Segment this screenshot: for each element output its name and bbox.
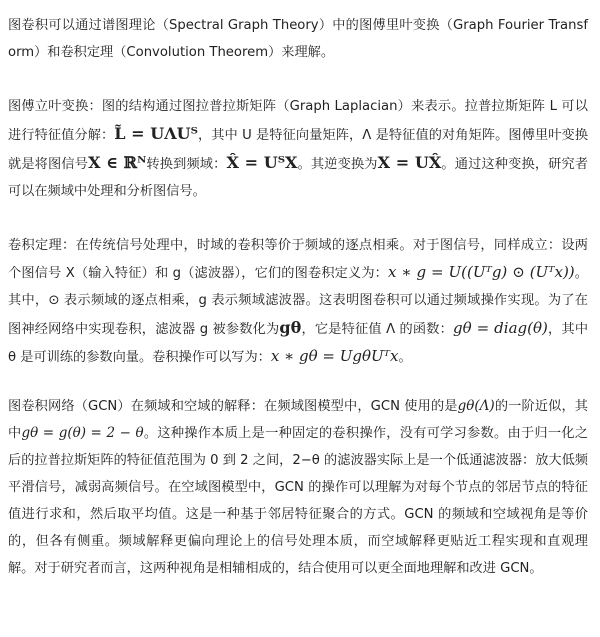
first-order-approx-formula: gθ = g(θ) = 2 − θ — [21, 425, 144, 441]
filter-diag-formula: gθ = diag(θ) — [453, 319, 548, 337]
forward-transform-formula: X̂ = UᵀX — [226, 153, 298, 172]
convolution-text-1: 卷积定理：在传统信号处理中，时域的卷积等价于频域的逐点相乘。对于图信号，同样成立：设两个图信号 X（输入特征）和 g（滤波器），它们的图卷积定义为： — [8, 238, 588, 281]
convolution-text-4: ，其中 θ 是可训练的参数向量。卷积操作可以写为： — [8, 322, 589, 365]
graph-convolution-formula: x ∗ g = U((Uᵀg) ⊙ (Uᵀx)) — [388, 263, 575, 281]
paragraph-spacer — [8, 205, 588, 232]
convolution-text-5: 。 — [398, 350, 412, 365]
gcn-text-3: 。这种操作本质上是一种固定的卷积操作，没有可学习参数。由于归一化之后的拉普拉斯矩阵的特征值范围为 0 到 2 之间，2−θ 的滤波器实际上是一个低通滤波器：放大低频平滑信号，减弱高频信号。在空域图模型中，GCN 的操作可以理解为对每个节点的邻居节点的特征值进行求和，然后取平均值。这是一种基于邻居特征聚合的方式。GCN 的频域和空域视角是等价的，但各有侧重。频域解释更偏向理论上的信号处理本质，而空域解释更贴近工程实现和直观理解。对于研究者而言，这两种视角是相辅相成的，结合使用可以更全面地理解和改进 GCN。 — [8, 426, 589, 576]
paragraph-spacer — [8, 66, 588, 93]
fourier-text-2: ，其中 U 是特征向量矩阵，Λ 是特征值的对角矩阵。图傅里叶变换就是将图信号 — [8, 128, 589, 172]
convolution-text-2: 。其中，⊙ 表示频域的逐点相乘，g 表示频域滤波器。这表明图卷积可以通过频域操作实现。为了在图神经网络中实现卷积，滤波器 g 被参数化为 — [8, 266, 588, 337]
intro-paragraph: 图卷积可以通过谱图理论（Spectral Graph Theory）中的图傅里叶变换（Graph Fourier Transform）和卷积定理（Convolution Theorem）来理解。 — [8, 18, 588, 60]
paragraph-spacer — [8, 371, 588, 393]
fourier-text-5: 。通过这种变换，研究者可以在频域中处理和分析图信号。 — [8, 157, 589, 199]
inverse-transform-formula: X = UX̂ — [377, 153, 442, 172]
laplacian-decomposition-formula: L̃ = UΛUᵀ — [114, 124, 198, 143]
gcn-text-2: 的一阶近似，其中 — [8, 399, 588, 441]
fourier-text-1: 图傅立叶变换：图的结构通过图拉普拉斯矩阵（Graph Laplacian）来表示。拉普拉斯矩阵 L 可以进行特征值分解： — [8, 99, 588, 143]
filter-function-formula: gθ(Λ) — [457, 398, 495, 414]
convolution-operation-formula: x ∗ gθ = UgθUᵀx — [270, 347, 399, 365]
graph-signal-formula: X ∈ ℝᴺ — [88, 153, 147, 172]
fourier-text-3: 转换到频域： — [146, 157, 227, 172]
parameterized-filter-symbol: gθ — [279, 318, 302, 337]
convolution-text-3: ，它是特征值 Λ 的函数： — [301, 322, 454, 337]
fourier-text-4: 。其逆变换为 — [297, 157, 378, 172]
gcn-text-1: 图卷积网络（GCN）在频域和空域的解释：在频域图模型中，GCN 使用的是 — [8, 399, 458, 414]
convolution-theorem-paragraph — [8, 232, 588, 371]
fourier-transform-paragraph — [8, 93, 588, 205]
gcn-interpretation-paragraph — [8, 393, 588, 582]
